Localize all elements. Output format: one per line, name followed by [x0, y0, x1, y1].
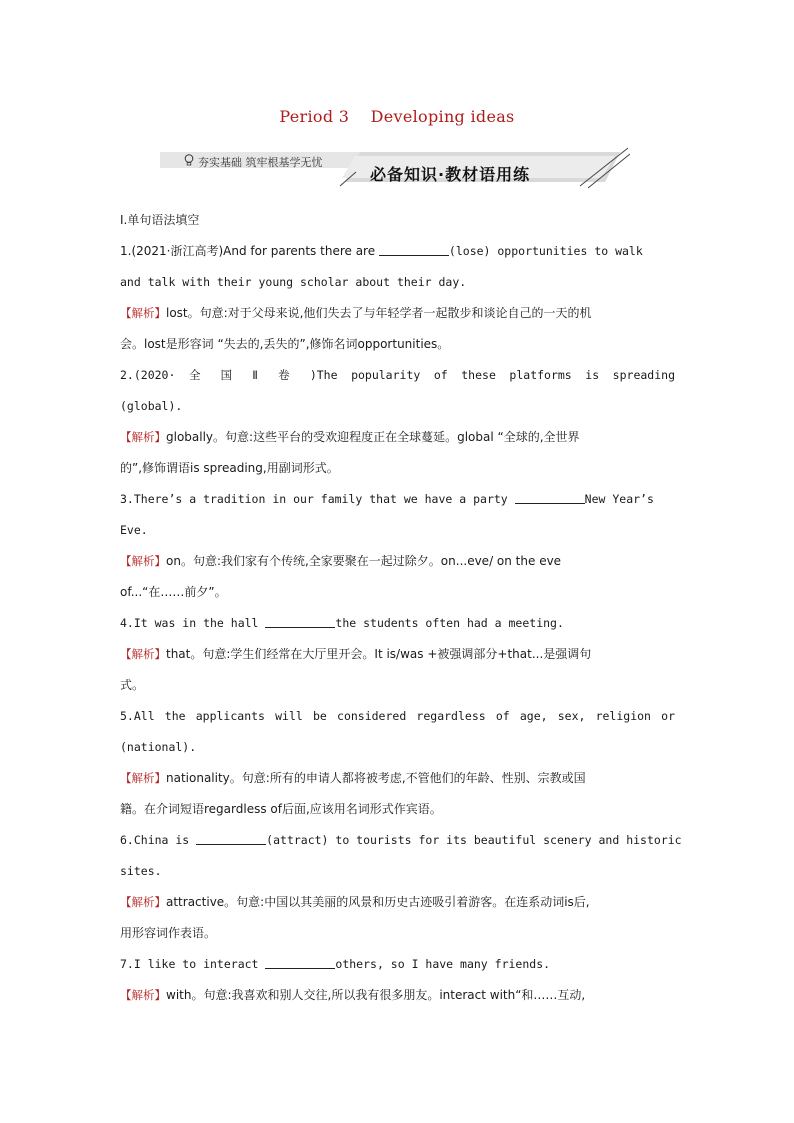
- banner-right-text: 必备知识·教材语用练: [370, 165, 531, 184]
- q3-text-b: New Year’s: [584, 492, 654, 506]
- answer-tag: 【解析】: [120, 988, 166, 1002]
- q4-line1: [120, 608, 675, 639]
- answer-tag: 【解析】: [120, 306, 166, 320]
- q5-answer-line2: 籍。在介词短语regardless of后面,应该用名词形式作宾语。: [120, 802, 442, 816]
- q4-blank[interactable]: [265, 615, 335, 628]
- section-banner: [160, 146, 630, 190]
- page-title: [0, 107, 794, 126]
- q4-answer-line1: [120, 639, 675, 670]
- exercise-content: [120, 205, 682, 1011]
- q5-line2: (national).: [120, 740, 197, 754]
- q7-answer-text-1: with。句意:我喜欢和别人交往,所以我有很多朋友。interact with“和……互动,: [166, 988, 586, 1002]
- lightbulb-icon: [184, 154, 194, 166]
- q7-line1: [120, 949, 675, 980]
- q4-answer-text-1: that。句意:学生们经常在大厅里开会。It is/was +被强调部分+that...是强调句: [166, 647, 592, 661]
- q3-answer-text-1: on。句意:我们家有个传统,全家要聚在一起过除夕。on...eve/ on the eve: [166, 554, 562, 568]
- q6-line1: [120, 825, 682, 856]
- q6-text-b: (attract) to tourists for its beautiful scenery and historic: [266, 833, 682, 847]
- q1-answer-line2: 会。lost是形容词 “失去的,丢失的”,修饰名词opportunities。: [120, 337, 450, 351]
- q2-answer-line1: [120, 422, 675, 453]
- title-topic: Developing ideas: [370, 107, 515, 126]
- q7-text-b: others, so I have many friends.: [335, 957, 551, 971]
- answer-tag: 【解析】: [120, 771, 166, 785]
- q3-line2: Eve.: [120, 523, 148, 537]
- answer-tag: 【解析】: [120, 647, 166, 661]
- q3-line1: [120, 484, 675, 515]
- q1-text-b: (lose) opportunities to walk: [448, 244, 643, 258]
- q1-line2: and talk with their young scholar about their day.: [120, 275, 467, 289]
- q1-line1: [120, 236, 675, 267]
- q5-answer-text-1: nationality。句意:所有的申请人都将被考虑,不管他们的年龄、性别、宗教或国: [166, 771, 586, 785]
- q3-blank[interactable]: [515, 491, 585, 504]
- q5-line1: 5.All the applicants will be considered regardless of age, sex, religion or: [120, 709, 675, 723]
- q1-answer-line1: [120, 298, 675, 329]
- q4-text-b: the students often had a meeting.: [335, 616, 564, 630]
- q6-line2: sites.: [120, 864, 162, 878]
- q1-blank[interactable]: [379, 243, 449, 256]
- q7-answer-line1: [120, 980, 675, 1011]
- q6-answer-line2: 用形容词作表语。: [120, 926, 217, 940]
- banner-left-text: 夯实基础 筑牢根基学无忧: [198, 156, 323, 169]
- q6-text-a: 6.China is: [120, 833, 197, 847]
- q1-text-a: 1.(2021·浙江高考)And for parents there are: [120, 244, 379, 258]
- q3-answer-line2: of...“在……前夕”。: [120, 585, 227, 599]
- q4-text-a: 4.It was in the hall: [120, 616, 266, 630]
- q2-line2: (global).: [120, 399, 183, 413]
- q4-answer-line2: 式。: [120, 678, 145, 692]
- title-period: Period 3: [279, 107, 350, 126]
- banner-left-label: [184, 154, 323, 170]
- q7-text-a: 7.I like to interact: [120, 957, 266, 971]
- q2-answer-line2: 的”,修饰谓语is spreading,用副词形式。: [120, 461, 339, 475]
- q7-blank[interactable]: [265, 956, 335, 969]
- q6-answer-text-1: attractive。句意:中国以其美丽的风景和历史古迹吸引着游客。在连系动词is后,: [166, 895, 590, 909]
- section-heading: Ⅰ.单句语法填空: [120, 213, 200, 227]
- q6-answer-line1: [120, 887, 675, 918]
- q6-blank[interactable]: [196, 832, 266, 845]
- q1-answer-text-1: lost。句意:对于父母来说,他们失去了与年轻学者一起散步和谈论自己的一天的机: [166, 306, 592, 320]
- q5-answer-line1: [120, 763, 675, 794]
- q3-answer-line1: [120, 546, 675, 577]
- q2-answer-text-1: globally。句意:这些平台的受欢迎程度正在全球蔓延。global “全球的,全世界: [166, 430, 580, 444]
- answer-tag: 【解析】: [120, 895, 166, 909]
- answer-tag: 【解析】: [120, 430, 166, 444]
- answer-tag: 【解析】: [120, 554, 166, 568]
- q2-line1: 2.(2020· 全 国 Ⅱ 卷 )The popularity of these platforms is spreading: [120, 368, 675, 382]
- q3-text-a: 3.There’s a tradition in our family that we have a party: [120, 492, 515, 506]
